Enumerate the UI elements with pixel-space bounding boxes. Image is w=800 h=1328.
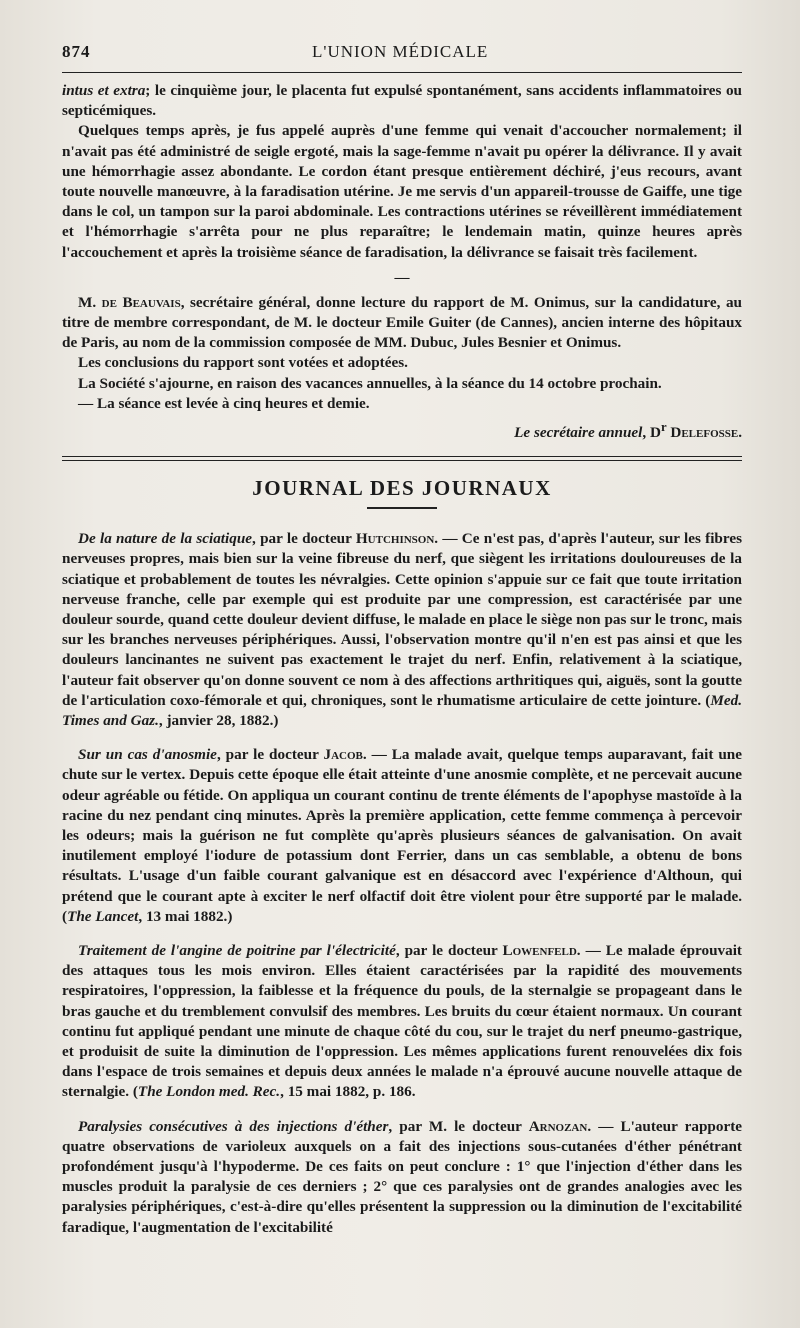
article-body: — Le malade éprouvait des attaques tous les mois environ. Elles étaient caractérisées par la rapidité des mouvements respiratoires, l'oppression, la faiblesse et la fréquence du pouls, de la sternalgie se propageant dans le bras gauche et du tremblement convulsif des membres. Les bruits du cœur étaient normaux. Un courant continu fut appliqué pendant une minute de chaque côté du cou, sur le trajet du nerf pneumo-gastrique, et produisit de suite la diminution de l'oppression. Les mêmes applications furent renouvelées dix fois dans l'espace de trois semaines et depuis deux années le malade n'a éprouvé aucune nouvelle attaque de sternalgie. ( [62,941,742,1101]
article [62,941,742,1103]
minutes-prefix: M. [78,293,102,311]
article-source-details: , 13 mai 1882.) [138,907,233,925]
continuation-paragraph-2: Quelques temps après, je fus appelé auprès d'une femme qui venait d'accoucher normalement; il n'avait pas été administré de seigle ergoté, mais la sage-femme n'avait pu opérer la délivrance. Il y avait une hémorrhagie assez abondante. Le cordon étant presque entièrement déchiré, j'eus recours, avant toute nouvelle manœuvre, à la faradisation utérine. Je me servis d'un appareil-trousse de Gaiffe, une tige dans le col, un tampon sur la paroi abdominale. Les contractions utérines se réveillèrent immédiatement et l'hémorrhagie s'arrêta pour ne plus reparaître; le lendemain matin, quinze heures après l'accouchement et après la troisième séance de faradisation, la délivrance se faisait très facilement. [62,122,742,261]
continuation-lead: intus et extra [62,82,146,99]
article-paragraph [62,745,742,927]
article-title: Paralysies consécutives à des injections d'éther [78,1117,389,1135]
article [62,1117,742,1238]
minutes-paragraph-3: La Société s'ajourne, en raison des vacances annuelles, à la séance du 14 octobre prochain. [78,374,662,392]
signature-title-superscript: r [660,420,667,435]
article-paragraph [62,1117,742,1238]
article-body: — La malade avait, quelque temps auparavant, fait une chute sur le vertex. Depuis cette époque elle était atteinte d'une anosmie complète, et ne percevait aucune odeur agréable ou fétide. On appliqua un courant continu de trente éléments de l'apophyse mastoïde à la racine du nez pendant cinq minutes. Après la première application, cette femme commença à percevoir les odeurs; mais la guérison ne fut complète qu'après plusieurs séances de galvanisation. On avait inutilement employé l'iodure de potassium dont Ferrier, dans un cas semblable, a obtenu de bons résultats. L'usage d'un faible courant galvanique est en désaccord avec l'expérience d'Althoun, qui prétend que le courant apte à exciter le nerf olfactif doit être violent pour être supporté par le malade. ( [62,746,742,925]
title-underline [367,507,437,509]
secretary-name: de Beauvais [101,293,181,311]
section-title: JOURNAL DES JOURNAUX [252,476,552,501]
article [62,529,742,731]
article-source: The Lancet [67,907,139,925]
article-byline: , par le docteur [252,530,356,548]
minutes-text-1: , secrétaire général, donne lecture du rapport de M. Onimus, sur la candidature, au titre de membre correspondant, de M. le docteur Emile Guiter (de Cannes), ancien interne des hôpitaux de Paris, au nom de la commission composée de MM. Dubuc, Jules Besnier et Onimus. [62,293,742,352]
article-byline: , par M. le docteur [388,1117,529,1135]
article-paragraph [62,941,742,1103]
article-source: The London med. Rec. [137,1083,281,1101]
article-byline: , par le docteur [216,746,324,764]
continuation-text-1: ; le cinquième jour, le placenta fut expulsé spontanément, sans accidents inflammatoires ou septicémiques. [62,82,742,120]
article-author: Arnozan. [528,1117,592,1135]
signature-role: Le secrétaire annuel [514,424,643,442]
article [62,745,742,927]
running-head [62,38,742,66]
article-source-details: , janvier 28, 1882.) [158,711,279,729]
article-body: — Ce n'est pas, d'après l'auteur, sur les fibres nerveuses propres, mais bien sur la veine fibreuse du nerf, que siègent les irritations douloureuses de la sciatique et probablement de toutes les névralgies. Cette opinion s'appuie sur ce fait que toute irritation nerveuse franche, celle par exemple qui est produite par une compression, est caractérisée par une douleur sourde, quand cette douleur devient diffuse, le malade en place le siège non pas sur le tronc, mais sur les branches nerveuses périphériques. Aussi, l'observation montre qu'il n'en est pas ainsi et que les douleurs lancinantes ne suivent pas exactement le trajet du nerf. Enfin, relativement à la sciatique, l'auteur fait observer qu'on donne souvent ce nom à des affections arthritiques qui, aiguës, sont la goutte de l'articulation coxo-fémorale et qui, chroniques, sont le rhumatisme articulaire de cette jointure. ( [62,530,742,709]
signature-line [62,416,742,444]
page-number: 874 [62,42,91,61]
article-source: Med. Times and Gaz. [62,691,742,729]
signature-name: Delefosse. [670,424,742,442]
minutes-paragraph-4: — La séance est levée à cinq heures et demie. [78,394,370,412]
article-paragraph [62,529,742,731]
article-title: Sur un cas d'anosmie [78,746,217,764]
minutes-paragraph-1 [62,293,742,354]
article-source-details: , 15 mai 1882, p. 186. [280,1083,416,1101]
journal-title: L'UNION MÉDICALE [312,42,489,61]
article-body: — L'auteur rapporte quatre observations de varioleux auxquels on a fait des injections sous-cutanées d'éther pénétrant profondément jusqu'à l'hypoderme. De ces faits on peut conclure : 1° que l'injection d'éther dans les muscles produit la paralysie de ces derniers ; 2° que ces paralysies ont de grandes analogies avec les paralysies périphériques, c'est-à-dire qu'elles présentent la suppression ou la diminution de l'excitabilité faradique, l'augmentation de l'excitabilité [62,1117,742,1236]
article-author: Hutchinson. [355,530,439,548]
article-title: De la nature de la sciatique [78,530,253,548]
section-double-rule [62,456,742,464]
article-byline: , par le docteur [395,941,503,959]
signature-separator: , D [642,424,661,442]
article-author: Jacob. [323,746,367,764]
continuation-paragraph-1 [62,81,742,121]
article-author: Lowenfeld. [502,941,581,959]
section-separator-dash: — [394,269,410,286]
header-rule [62,72,742,73]
article-title: Traitement de l'angine de poitrine par l'électricité [78,941,396,959]
minutes-paragraph-2: Les conclusions du rapport sont votées et adoptées. [78,354,408,372]
